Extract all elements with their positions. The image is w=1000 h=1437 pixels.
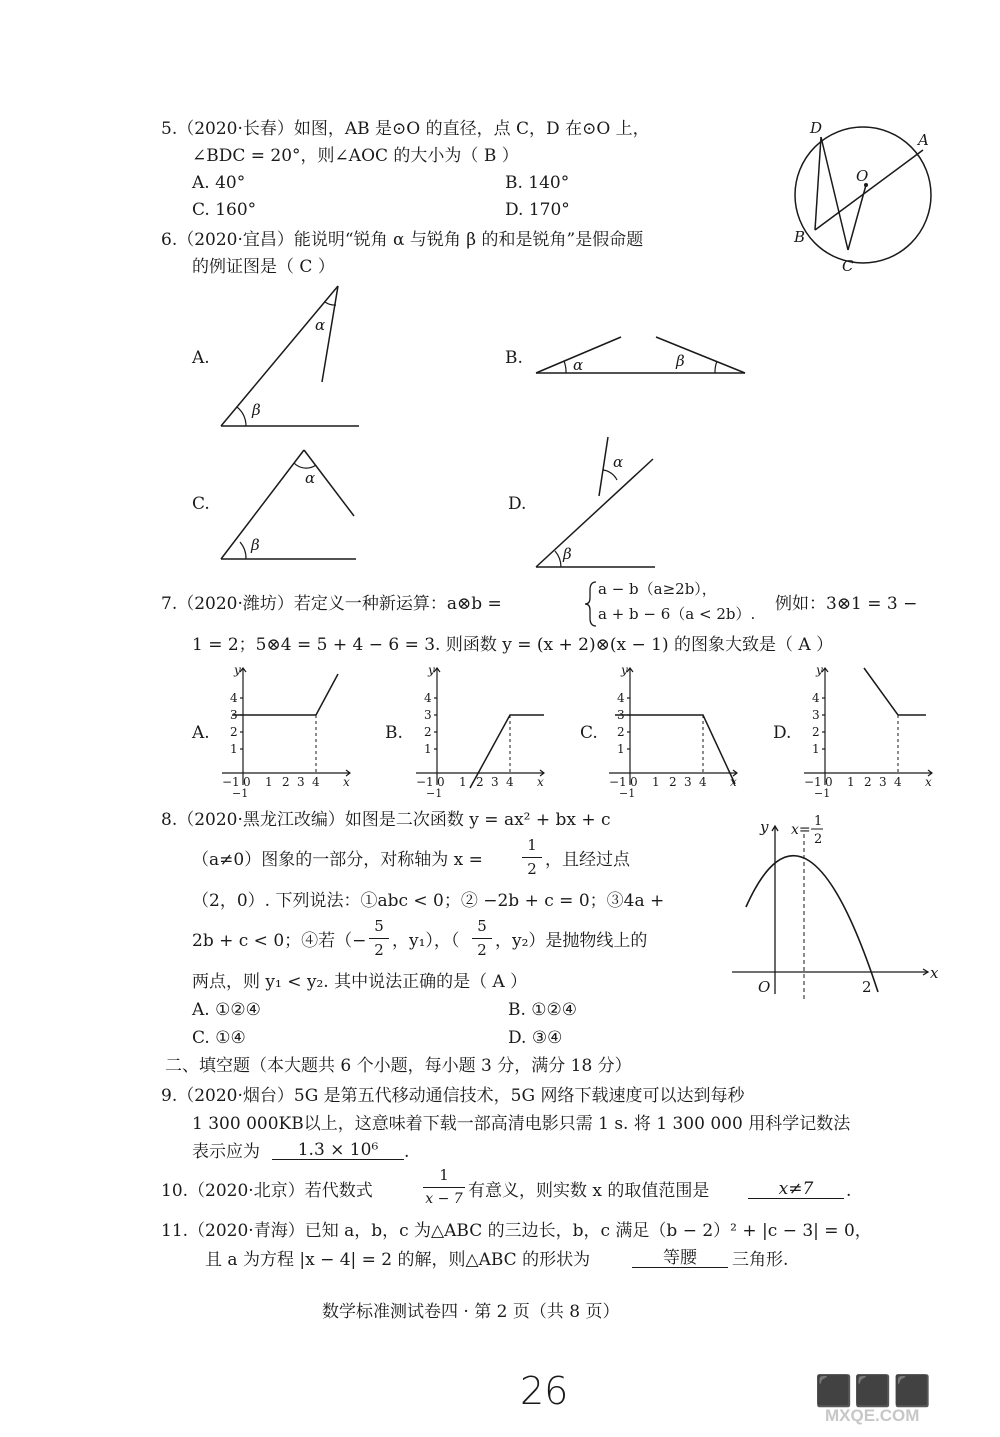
q7c-y3: 3 <box>617 708 625 722</box>
q7c-xm1: −1 <box>609 775 627 789</box>
q7c-y-label: y <box>621 663 628 677</box>
q5-label-d: D <box>810 119 823 137</box>
q6-option-d: D. <box>508 494 527 514</box>
q6d-alpha: α <box>613 453 624 471</box>
q7b-y3: 3 <box>424 708 432 722</box>
q8-fig-two: 2 <box>862 978 872 996</box>
q6-figure-a <box>218 282 363 432</box>
q10-start: 10.（2020·北京）若代数式 <box>161 1181 373 1201</box>
q5-label-c: C <box>842 257 854 275</box>
q11-line2a: 且 a 为方程 |x − 4| = 2 的解，则△ABC 的形状为 <box>205 1250 591 1270</box>
q6-option-a: A. <box>192 348 210 368</box>
q7a-y3: 3 <box>230 708 238 722</box>
q7b-xm1: −1 <box>416 775 434 789</box>
q6-line1: 6.（2020·宜昌）能说明“锐角 α 与锐角 β 的和是锐角”是假命题 <box>161 230 644 250</box>
q7-option-c: C. <box>580 723 598 743</box>
q7a-x4: 4 <box>312 775 320 789</box>
q7a-y4: 4 <box>230 691 238 705</box>
q7-graph-a <box>218 660 358 800</box>
q6c-alpha: α <box>305 469 316 487</box>
q8-parabola-figure <box>728 812 940 1002</box>
q7a-xm1: −1 <box>222 775 240 789</box>
q6-figure-b <box>533 332 748 382</box>
q7-line1b: 例如：3⊗1 = 3 − <box>775 594 918 614</box>
q7b-x2: 2 <box>476 775 484 789</box>
q5-option-d: D. 170° <box>505 200 570 220</box>
q8-option-d: D. ③④ <box>508 1028 563 1048</box>
q7a-ym1: −1 <box>232 787 249 800</box>
q5-line2: ∠BDC = 20°，则∠AOC 的大小为（ B ） <box>192 146 519 166</box>
q7-brace <box>584 580 598 628</box>
q7-graph-c-curve <box>615 715 735 784</box>
q8-option-b: B. ①②④ <box>508 1000 578 1020</box>
q8-fig-axis-eq: x= <box>791 822 811 838</box>
q10-end: . <box>846 1181 852 1201</box>
q7b-ym1: −1 <box>426 787 443 800</box>
q7a-y-label: y <box>234 663 241 677</box>
q8-five-num-2: 5 <box>477 917 487 935</box>
q5-circle-figure <box>790 115 940 280</box>
q8-five-num-1: 5 <box>374 917 384 935</box>
q6a-alpha: α <box>315 316 326 334</box>
q7d-xm1: −1 <box>804 775 822 789</box>
q7c-x0: 0 <box>630 775 638 789</box>
q9-line2: 1 300 000KB以上，这意味着下载一部高清电影只需 1 s. 将 1 300 000 用科学记数法 <box>192 1114 851 1134</box>
q7-graph-d-curve <box>864 668 926 715</box>
q5-option-c: C. 160° <box>192 200 257 220</box>
q8-fig-y: y <box>760 818 769 836</box>
q7c-y4: 4 <box>617 691 625 705</box>
q7b-x1: 1 <box>459 775 467 789</box>
q10-answer: x≠7 <box>748 1181 844 1199</box>
q10-frac-den: x − 7 <box>425 1191 463 1207</box>
watermark-logo-mark: ⬛⬛⬛ <box>815 1375 934 1408</box>
q7b-y4: 4 <box>424 691 432 705</box>
q7b-y2: 2 <box>424 725 432 739</box>
q8-line5: 两点，则 y₁ < y₂. 其中说法正确的是（ A ） <box>192 972 528 992</box>
q7a-x2: 2 <box>282 775 290 789</box>
q9-line3: 表示应为 <box>192 1142 260 1162</box>
q7c-y2: 2 <box>617 725 625 739</box>
q7-line2: 1 = 2；5⊗4 = 5 + 4 − 6 = 3. 则函数 y = (x + 2)⊗(x − 1) 的图象大致是（ A ） <box>192 635 834 655</box>
q7a-x-label: x <box>343 775 350 789</box>
q7c-ym1: −1 <box>619 787 636 800</box>
q9-end: . <box>404 1142 410 1162</box>
q8-option-c: C. ①④ <box>192 1028 246 1048</box>
q7-graph-a-axes <box>222 668 350 785</box>
q7-option-d: D. <box>773 723 792 743</box>
q7-case1: a − b（a≥2b）， <box>598 580 717 598</box>
q5-line1: 5.（2020·长春）如图，AB 是⊙O 的直径，点 C，D 在⊙O 上， <box>161 119 650 139</box>
q8-line4b: ，y₁），（ <box>392 931 460 951</box>
q7d-y3: 3 <box>812 708 820 722</box>
q8-line2a: （a≠0）图象的一部分，对称轴为 x = <box>192 850 483 870</box>
q8-line4a: 2b + c < 0；④若（− <box>192 931 367 951</box>
q7-line1a: 7.（2020·潍坊）若定义一种新运算：a⊗b = <box>161 594 502 614</box>
q11-line2b: 三角形. <box>732 1250 789 1270</box>
q8-line1: 8.（2020·黑龙江改编）如图是二次函数 y = ax² + bx + c <box>161 810 611 830</box>
q7d-ym1: −1 <box>814 787 831 800</box>
q7d-x-label: x <box>925 775 932 789</box>
q7d-y-label: y <box>816 663 823 677</box>
q7b-y-label: y <box>428 663 435 677</box>
q7a-y1: 1 <box>230 742 238 756</box>
q10-answer-blank <box>748 1181 844 1199</box>
q7-graph-a-curve <box>232 674 338 715</box>
q9-answer-blank <box>272 1142 404 1160</box>
q7c-x3: 3 <box>684 775 692 789</box>
q7b-y1: 1 <box>424 742 432 756</box>
q6-option-c: C. <box>192 494 210 514</box>
q7d-x1: 1 <box>847 775 855 789</box>
handwritten-page-number: 26 <box>520 1369 569 1413</box>
q11-answer: 等腰 <box>632 1250 728 1268</box>
q8-frac1-bar <box>369 938 389 939</box>
q8-fig-den: 2 <box>814 832 823 847</box>
q6d-beta: β <box>563 545 572 563</box>
q7a-x3: 3 <box>297 775 305 789</box>
q7d-x2: 2 <box>864 775 872 789</box>
q8-frac2-den: 2 <box>477 941 487 959</box>
q6-line2: 的例证图是（ C ） <box>192 257 335 277</box>
q6a-beta: β <box>252 401 261 419</box>
q7d-y1: 1 <box>812 742 820 756</box>
q7d-x3: 3 <box>879 775 887 789</box>
q8-half-den: 2 <box>527 860 537 878</box>
q7-graph-d <box>800 660 940 800</box>
q7d-y2: 2 <box>812 725 820 739</box>
q11-line1: 11.（2020·青海）已知 a，b，c 为△ABC 的三边长，b，c 满足（b − 2）² + |c − 3| = 0， <box>161 1221 872 1241</box>
section-title: 二、填空题（本大题共 6 个小题，每小题 3 分，满分 18 分） <box>165 1056 632 1076</box>
q5-option-a: A. 40° <box>192 173 246 193</box>
q8-fig-o: O <box>758 978 771 996</box>
q7b-x-label: x <box>537 775 544 789</box>
q11-answer-blank <box>632 1250 728 1268</box>
q5-label-o: O <box>856 167 869 185</box>
q7d-y4: 4 <box>812 691 820 705</box>
watermark-text: MXQE.COM <box>825 1406 920 1425</box>
q7d-x4: 4 <box>894 775 902 789</box>
q8-frac2-bar <box>472 938 492 939</box>
q8-line3: （2，0）. 下列说法：①abc < 0；② −2b + c = 0；③4a + <box>192 891 665 911</box>
watermark-logo <box>815 1375 987 1425</box>
q6-option-b: B. <box>505 348 523 368</box>
q5-option-b: B. 140° <box>505 173 570 193</box>
q7c-x4: 4 <box>699 775 707 789</box>
q8-line4c: ，y₂）是抛物线上的 <box>495 931 648 951</box>
q7a-x1: 1 <box>265 775 273 789</box>
q8-fig-one: 1 <box>814 814 823 829</box>
q7a-x0: 0 <box>243 775 251 789</box>
q7b-x4: 4 <box>506 775 514 789</box>
q7b-x0: 0 <box>437 775 445 789</box>
q9-answer: 1.3 × 10⁶ <box>272 1142 404 1160</box>
q7a-y2: 2 <box>230 725 238 739</box>
q6-figure-d <box>533 433 658 573</box>
q7-graph-c <box>605 660 745 800</box>
q9-line1: 9.（2020·烟台）5G 是第五代移动通信技术，5G 网络下载速度可以达到每秒 <box>161 1086 745 1106</box>
q7d-x0: 0 <box>825 775 833 789</box>
q7c-x-label: x <box>730 775 737 789</box>
q8-line2b: ，且经过点 <box>545 850 630 870</box>
q5-label-a: A <box>918 131 929 149</box>
q6c-beta: β <box>251 536 260 554</box>
q8-frac1-den: 2 <box>374 941 384 959</box>
q7b-x3: 3 <box>491 775 499 789</box>
q8-option-a: A. ①②④ <box>192 1000 261 1020</box>
q7-option-a: A. <box>192 723 210 743</box>
q10-frac-bar <box>423 1187 465 1188</box>
q5-label-b: B <box>794 228 806 246</box>
q7-case2: a + b − 6（a < 2b）. <box>598 605 756 623</box>
q7-graph-b <box>412 660 552 800</box>
q6-figure-c <box>218 446 358 566</box>
q7c-y1: 1 <box>617 742 625 756</box>
q10-frac-num: 1 <box>439 1166 449 1184</box>
q6b-beta: β <box>676 352 685 370</box>
q7-option-b: B. <box>385 723 403 743</box>
q8-fig-x: x <box>930 964 939 982</box>
q8-half-num: 1 <box>527 836 537 854</box>
q8-half-bar <box>522 857 542 858</box>
q6b-alpha: α <box>573 356 584 374</box>
q7c-x2: 2 <box>669 775 677 789</box>
q10-middle: 有意义，则实数 x 的取值范围是 <box>468 1181 710 1201</box>
page-footer: 数学标准测试卷四 · 第 2 页（共 8 页） <box>322 1302 620 1322</box>
q7c-x1: 1 <box>652 775 660 789</box>
